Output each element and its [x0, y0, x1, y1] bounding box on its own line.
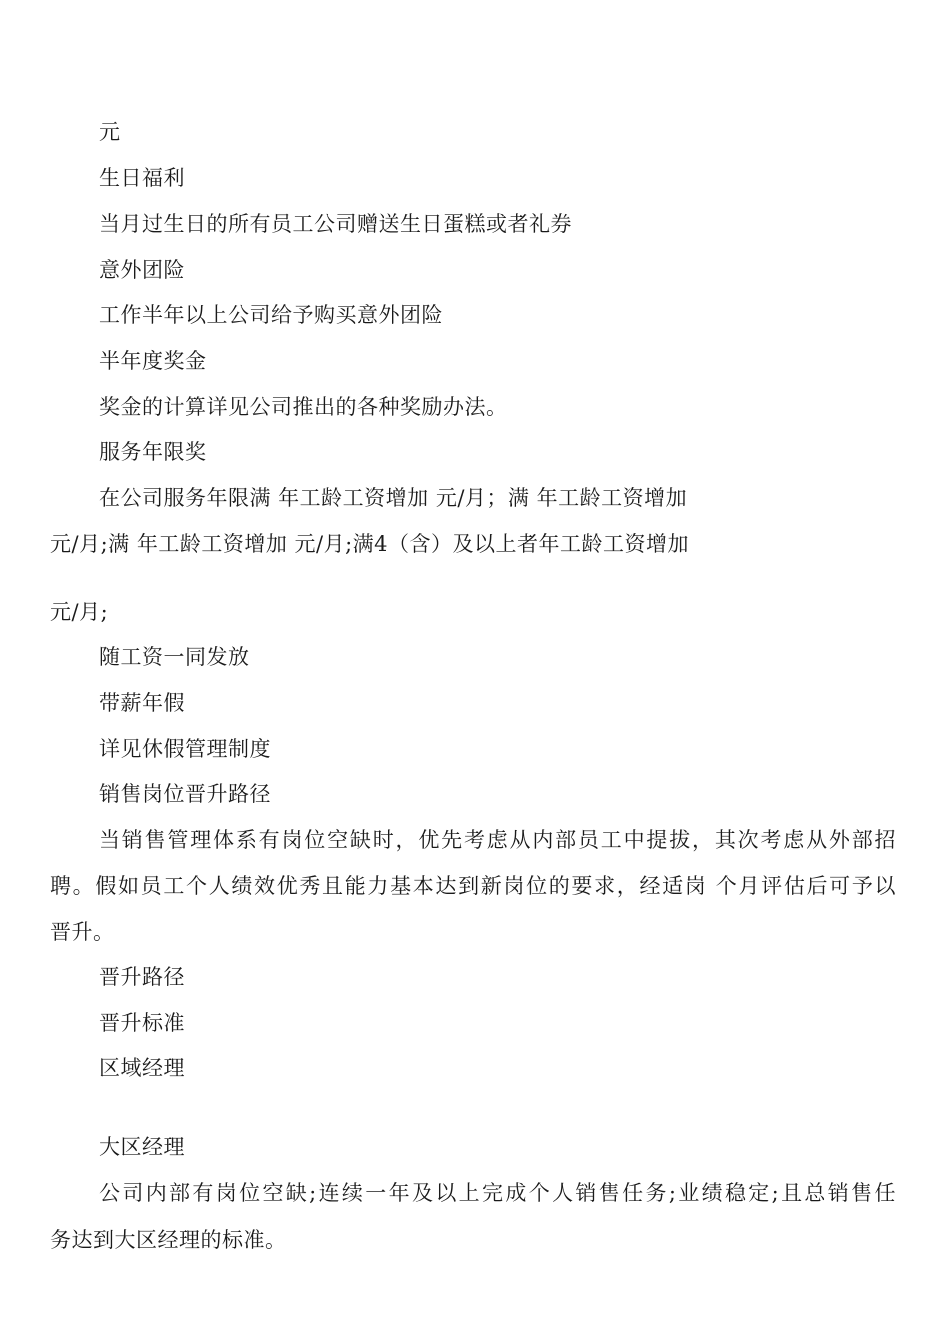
text-service-award-3: 元/月; — [50, 600, 109, 624]
text-line-unit-yuan: 元 — [99, 120, 121, 144]
text-service-award-1: 在公司服务年限满 年工龄工资增加 元/月；满 年工龄工资增加 — [99, 486, 688, 510]
heading-regional-manager: 区域经理 — [99, 1056, 185, 1080]
heading-paid-annual-leave: 带薪年假 — [99, 691, 185, 715]
text-paid-with-salary: 随工资一同发放 — [99, 645, 250, 669]
text-half-year-bonus: 奖金的计算详见公司推出的各种奖励办法。 — [99, 395, 508, 419]
text-service-award-2: 元/月;满 年工龄工资增加 元/月;满4（含）及以上者年工龄工资增加 — [50, 532, 690, 556]
text-district-manager-2: 务达到大区经理的标准。 — [50, 1228, 287, 1252]
heading-half-year-bonus: 半年度奖金 — [99, 349, 207, 373]
text-leave-policy: 详见休假管理制度 — [99, 737, 271, 761]
heading-sales-promotion-path: 销售岗位晋升路径 — [99, 782, 271, 806]
heading-service-award: 服务年限奖 — [99, 440, 207, 464]
text-promotion-para-3: 晋升。 — [50, 920, 115, 944]
text-accident-insurance: 工作半年以上公司给予购买意外团险 — [99, 303, 443, 327]
heading-promotion-path: 晋升路径 — [99, 965, 185, 989]
heading-promotion-standard: 晋升标准 — [99, 1011, 185, 1035]
text-district-manager-1: 公司内部有岗位空缺;连续一年及以上完成个人销售任务;业绩稳定;且总销售任 — [99, 1181, 896, 1205]
text-promotion-para-1: 当销售管理体系有岗位空缺时，优先考虑从内部员工中提拔，其次考虑从外部招 — [99, 828, 896, 852]
heading-accident-insurance: 意外团险 — [99, 258, 185, 282]
heading-birthday-benefit: 生日福利 — [99, 166, 185, 190]
text-promotion-para-2: 聘。假如员工个人绩效优秀且能力基本达到新岗位的要求，经适岗 个月评估后可予以 — [50, 874, 896, 898]
heading-district-manager: 大区经理 — [99, 1135, 185, 1159]
text-birthday-benefit: 当月过生日的所有员工公司赠送生日蛋糕或者礼券 — [99, 212, 572, 236]
